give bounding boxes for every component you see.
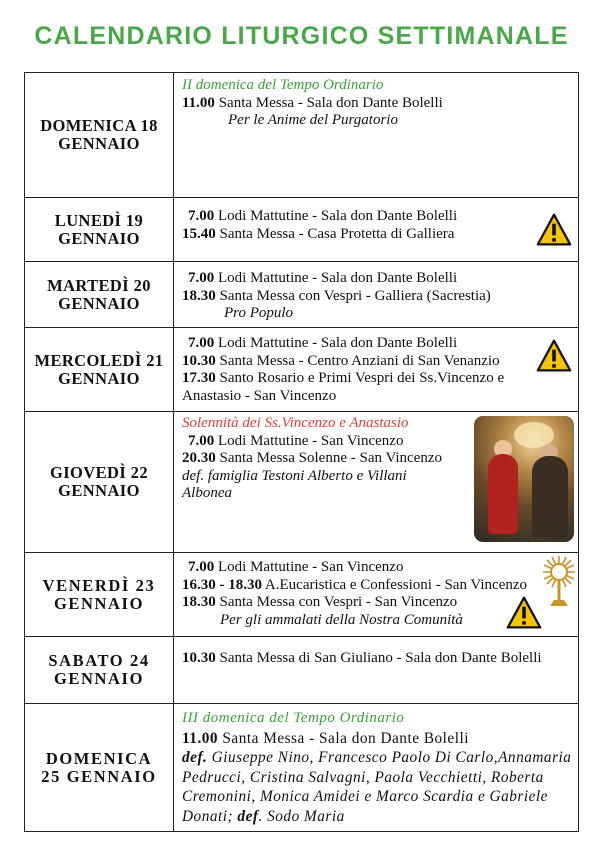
event-text: Lodi Mattutine - Sala don Dante Bolelli: [214, 335, 458, 351]
day-month: GENNAIO: [58, 293, 140, 313]
def-names: . Sodo Maria: [258, 807, 345, 825]
day-month: GENNAIO: [58, 134, 140, 153]
event-line: [182, 577, 578, 595]
day-events: [174, 637, 579, 704]
day-name: DOMENICA: [45, 748, 153, 768]
day-name: GIOVEDÌ 22: [50, 463, 148, 482]
event-line: [182, 95, 578, 113]
event-time: 10.30: [182, 352, 216, 369]
event-time: 16.30 - 18.30: [182, 576, 262, 593]
day-label: [25, 704, 174, 832]
event-line: [182, 288, 578, 306]
day-row-friday-23: [25, 553, 579, 637]
event-text: Santa Messa - Sala don Dante Bolelli: [218, 729, 469, 747]
event-line: [182, 559, 578, 577]
event-text: Santa Messa con Vespri - San Vincenzo: [215, 594, 458, 610]
event-text: A.Eucaristica e Confessioni - San Vincenzo: [262, 576, 528, 593]
def-label: def.: [182, 749, 208, 766]
day-events: [174, 704, 579, 832]
feast-title: Solennità dei Ss.Vincenzo e Anastasio: [182, 415, 409, 431]
day-month: GENNAIO: [58, 481, 140, 500]
event-time: 20.30: [182, 450, 216, 466]
event-time: 18.30: [182, 594, 216, 610]
event-line: [182, 208, 578, 226]
saints-painting: [474, 416, 574, 542]
event-time: 15.40: [182, 225, 216, 242]
monstrance-icon: [542, 555, 576, 607]
def-names: Giuseppe Nino, Francesco Paolo Di Carlo,Annamaria Pedrucci, Cristina Salvagni, Paola Vecchietti, Roberta Cremonini, Monica Amidei e Marco Scardia e Gabriele Donati;: [182, 749, 572, 825]
event-text: Santa Messa di San Giuliano - Sala don Dante Bolelli: [215, 650, 542, 666]
warning-icon: [506, 595, 542, 631]
mass-intention-cont: Albonea: [182, 485, 232, 501]
day-label: [25, 637, 174, 704]
day-name: DOMENICA 18: [40, 116, 158, 135]
day-month: GENNAIO: [58, 228, 140, 248]
day-row-saturday-24: [25, 637, 579, 704]
day-row-thursday-22: [25, 412, 579, 553]
event-line: [182, 729, 572, 749]
event-text: Lodi Mattutine - Sala don Dante Bolelli: [214, 208, 458, 224]
event-text: Santo Rosario e Primi Vespri dei Ss.Vincenzo e: [215, 370, 505, 386]
event-time: 11.00: [182, 94, 215, 111]
event-text: Lodi Mattutine - San Vincenzo: [214, 559, 404, 575]
day-events: [174, 198, 579, 262]
event-time: 7.00: [188, 208, 215, 224]
day-name: VENERDÌ 23: [42, 575, 156, 595]
event-text: Santa Messa - Casa Protetta di Galliera: [215, 225, 455, 242]
day-row-monday-19: [25, 198, 579, 262]
day-label: [25, 198, 174, 262]
event-text: Lodi Mattutine - Sala don Dante Bolelli: [214, 270, 458, 286]
day-row-tuesday-20: [25, 262, 579, 328]
feast-title: III domenica del Tempo Ordinario: [182, 710, 405, 726]
day-name: MARTEDÌ 20: [47, 275, 151, 295]
mass-intention: [182, 748, 572, 826]
event-line: [182, 226, 578, 244]
day-month: 25 GENNAIO: [41, 766, 157, 786]
day-row-sunday-25: [25, 704, 579, 832]
mass-intention: def. famiglia Testoni Alberto e Villani: [182, 467, 407, 484]
page-title: CALENDARIO LITURGICO SETTIMANALE: [34, 22, 569, 50]
warning-icon: [536, 338, 572, 374]
mass-intention: Per le Anime del Purgatorio: [228, 112, 398, 128]
warning-icon: [536, 212, 572, 248]
event-text: Santa Messa Solenne - San Vincenzo: [215, 450, 443, 466]
day-name: LUNEDÌ 19: [54, 210, 144, 230]
day-month: GENNAIO: [53, 669, 145, 688]
calendar-table: [24, 72, 579, 832]
painting-figure-dark: [532, 456, 568, 538]
day-label: [25, 73, 174, 198]
mass-intention: Pro Populo: [224, 305, 294, 321]
day-events: [174, 73, 579, 198]
day-name: SABATO 24: [48, 651, 150, 670]
event-line: [182, 353, 578, 371]
day-events: [174, 328, 579, 412]
event-line: [182, 335, 578, 353]
day-label: [25, 262, 174, 328]
event-line-continuation: Anastasio - San Vincenzo: [182, 387, 337, 404]
event-time: 7.00: [188, 559, 215, 575]
event-time: 7.00: [188, 335, 215, 351]
painting-figure-red: [488, 454, 518, 534]
event-time: 10.30: [182, 650, 216, 666]
def-label: def: [237, 807, 259, 825]
event-text: Santa Messa - Sala don Dante Bolelli: [214, 94, 443, 111]
day-name: MERCOLEDÌ 21: [34, 350, 164, 370]
day-month: GENNAIO: [53, 593, 145, 613]
day-label: [25, 553, 174, 637]
event-line: [182, 270, 578, 288]
day-month: GENNAIO: [58, 368, 140, 388]
day-events: [174, 553, 579, 637]
day-row-wednesday-21: [25, 328, 579, 412]
day-events: [174, 412, 579, 553]
feast-title: II domenica del Tempo Ordinario: [182, 77, 384, 93]
event-text: Lodi Mattutine - San Vincenzo: [214, 432, 404, 449]
event-time: 7.00: [188, 432, 215, 449]
day-row-sunday-18: [25, 73, 579, 198]
event-time: 7.00: [188, 270, 215, 286]
event-text: Santa Messa - Centro Anziani di San Venanzio: [215, 352, 500, 369]
event-line: [182, 370, 578, 388]
event-time: 18.30: [182, 287, 216, 304]
event-time: 11.00: [182, 729, 219, 747]
mass-intention: Per gli ammalati della Nostra Comunità: [220, 611, 463, 628]
day-label: [25, 412, 174, 553]
event-line: [182, 650, 578, 668]
event-text: Santa Messa con Vespri - Galliera (Sacrestia): [215, 287, 491, 304]
day-label: [25, 328, 174, 412]
day-events: [174, 262, 579, 328]
event-time: 17.30: [182, 370, 216, 386]
